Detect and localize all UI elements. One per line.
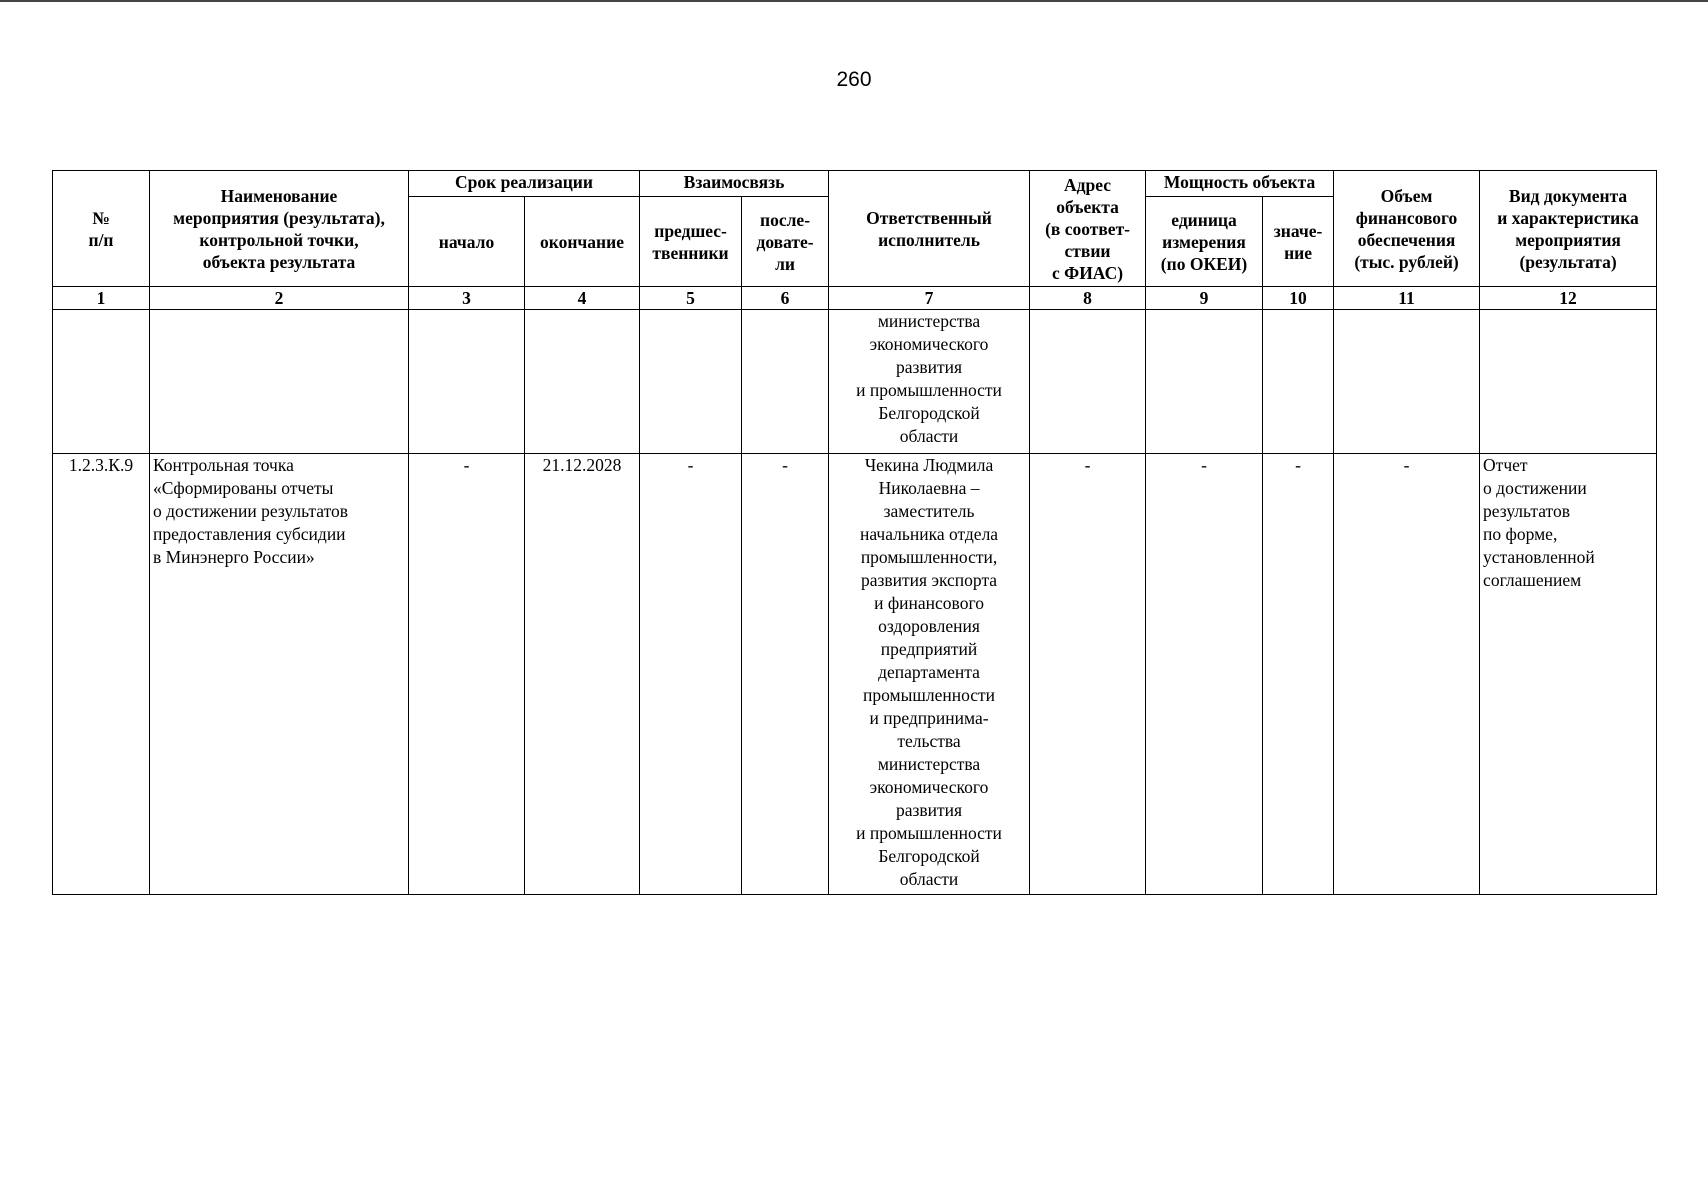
cell-prev: - [640, 454, 742, 895]
column-number: 8 [1030, 287, 1146, 310]
cell-name: Контрольная точка «Сформированы отчеты о достижении результатов предоставления субсидии в Минэнерго России» [150, 454, 409, 895]
cell-next: - [742, 454, 829, 895]
table-body [53, 310, 1657, 895]
cell-next [742, 310, 829, 454]
cell-address: - [1030, 454, 1146, 895]
header-capacity-value: значе- ние [1263, 197, 1334, 287]
column-number: 4 [525, 287, 640, 310]
table-header [53, 171, 1657, 310]
column-number-row [53, 287, 1657, 310]
plan-table [52, 170, 1657, 895]
header-term-end: окончание [525, 197, 640, 287]
cell-responsible: Чекина Людмила Николаевна – заместитель начальника отдела промышленности, развития экспорта и финансового оздоровления предприятий департамента промышленности и предпринима- тельства министерства экономического развития и промышленности Белгородской области [829, 454, 1030, 895]
column-number: 3 [409, 287, 525, 310]
header-capacity-group: Мощность объекта [1146, 171, 1334, 197]
cell-end [525, 310, 640, 454]
cell-unit: - [1146, 454, 1263, 895]
column-number: 11 [1334, 287, 1480, 310]
cell-address [1030, 310, 1146, 454]
cell-prev [640, 310, 742, 454]
header-name: Наименование мероприятия (результата), контрольной точки, объекта результата [150, 171, 409, 287]
header-term-start: начало [409, 197, 525, 287]
column-number: 12 [1480, 287, 1657, 310]
header-responsible: Ответственный исполнитель [829, 171, 1030, 287]
header-link-prev: предшес- твенники [640, 197, 742, 287]
header-link-group: Взаимосвязь [640, 171, 829, 197]
header-finance: Объем финансового обеспечения (тыс. рублей) [1334, 171, 1480, 287]
cell-unit [1146, 310, 1263, 454]
column-number: 7 [829, 287, 1030, 310]
cell-num: 1.2.3.К.9 [53, 454, 150, 895]
table-row [53, 310, 1657, 454]
cell-finance [1334, 310, 1480, 454]
column-number: 10 [1263, 287, 1334, 310]
page-top-rule [0, 0, 1708, 2]
header-term-group: Срок реализации [409, 171, 640, 197]
cell-responsible: министерства экономического развития и промышленности Белгородской области [829, 310, 1030, 454]
cell-doc: Отчет о достижении результатов по форме, установленной соглашением [1480, 454, 1657, 895]
cell-start [409, 310, 525, 454]
column-number: 2 [150, 287, 409, 310]
cell-name [150, 310, 409, 454]
cell-start: - [409, 454, 525, 895]
header-address: Адрес объекта (в соответ- ствии с ФИАС) [1030, 171, 1146, 287]
cell-value [1263, 310, 1334, 454]
table-row [53, 454, 1657, 895]
column-number: 1 [53, 287, 150, 310]
column-number: 9 [1146, 287, 1263, 310]
column-number: 5 [640, 287, 742, 310]
header-num: № п/п [53, 171, 150, 287]
cell-value: - [1263, 454, 1334, 895]
cell-doc [1480, 310, 1657, 454]
page-number: 260 [836, 68, 872, 91]
header-link-next: после- довате- ли [742, 197, 829, 287]
header-doc-type: Вид документа и характеристика мероприятия (результата) [1480, 171, 1657, 287]
cell-end: 21.12.2028 [525, 454, 640, 895]
column-number: 6 [742, 287, 829, 310]
cell-finance: - [1334, 454, 1480, 895]
cell-num [53, 310, 150, 454]
header-capacity-unit: единица измерения (по ОКЕИ) [1146, 197, 1263, 287]
